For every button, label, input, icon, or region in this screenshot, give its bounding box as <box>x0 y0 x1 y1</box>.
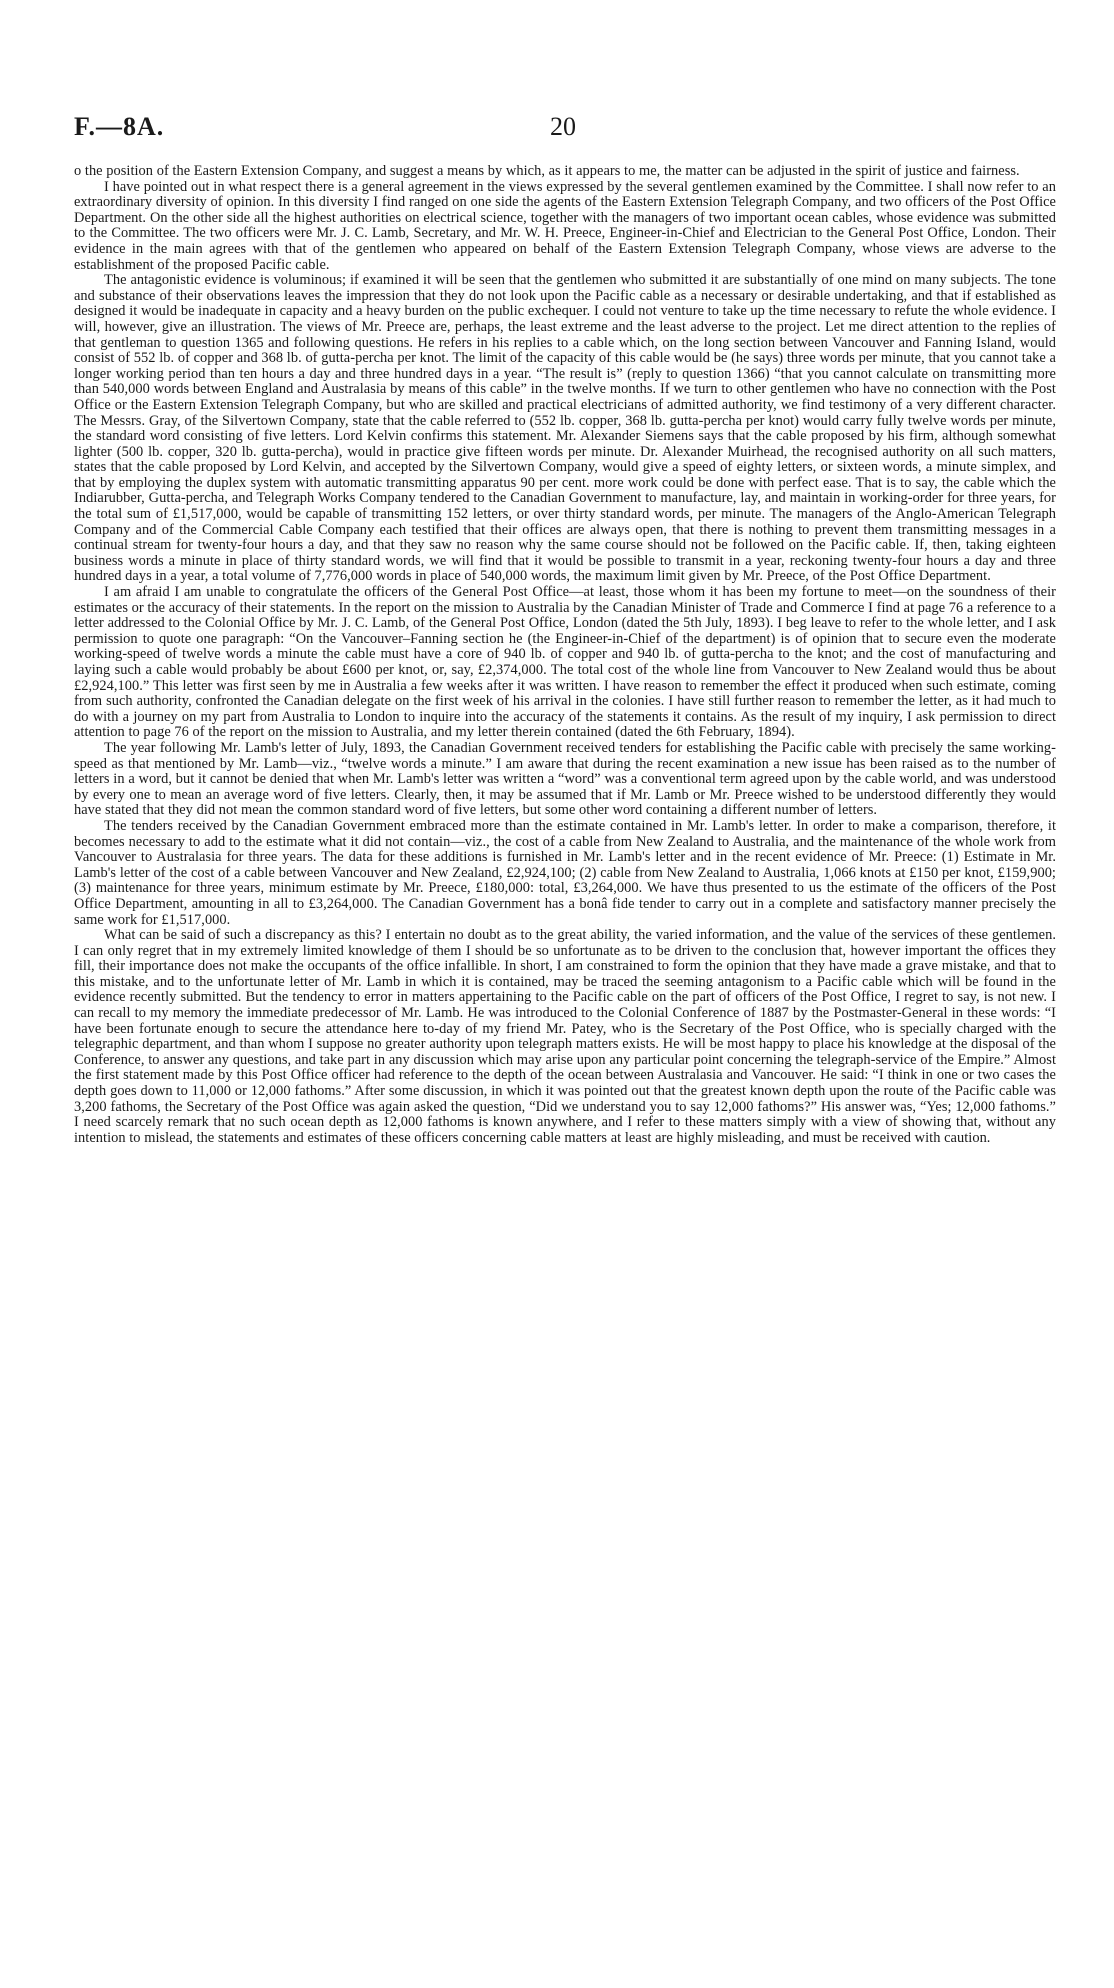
paragraph-antagonistic-evidence: The antagonistic evidence is voluminous; if examined it will be seen that the gentlemen who submitted it are substantially of one mind on many subjects. The tone and substance of their observations leaves the impression that they do not look upon the Pacific cable as a necessary or desirable undertaking, and that if established as designed it would be inadequate in capacity and a heavy burden on the public exchequer. I could not venture to take up the time necessary to refute the whole evidence. I will, however, give an illustration. The views of Mr. Preece are, perhaps, the least extreme and the least adverse to the project. Let me direct attention to the replies of that gentleman to question 1365 and following questions. He refers in his replies to a cable which, on the long section between Vancouver and Fanning Island, would consist of 552 lb. of copper and 368 lb. of gutta-percha per knot. The limit of the capacity of this cable would be (he says) three words per minute, that you cannot take a longer working period than ten hours a day and three hundred days in a year. “The result is” (reply to question 1366) “that you cannot calculate on transmitting more than 540,000 words between England and Australasia by means of this cable” in the twelve months. If we turn to other gentlemen who have no connection with the Post Office or the Eastern Extension Telegraph Company, but who are skilled and practical electricians of admitted authority, we find testimony of a very different character. The Messrs. Gray, of the Silvertown Company, state that the cable referred to (552 lb. copper, 368 lb. gutta-percha per knot) would carry fully twelve words per minute, the standard word consisting of five letters. Lord Kelvin confirms this statement. Mr. Alexander Siemens says that the cable proposed by his firm, although somewhat lighter (500 lb. copper, 320 lb. gutta-percha), would in practice give fifteen words per minute. Dr. Alexander Muirhead, the recognised authority on all such matters, states that the cable proposed by Lord Kelvin, and accepted by the Silvertown Company, would give a speed of eighty letters, or sixteen words, a minute simplex, and that by employing the duplex system with automatic transmitting apparatus 90 per cent. more work could be done with perfect ease. That is to say, the cable which the Indiarubber, Gutta-percha, and Telegraph Works Company tendered to the Canadian Government to manufacture, lay, and maintain in working-order for three years, for the total sum of £1,517,000, would be capable of transmitting 152 letters, or over thirty standard words, per minute. The managers of the Anglo-American Telegraph Company and of the Commercial Cable Company each testified that their offices are always open, that there is nothing to prevent them transmitting messages in a continual stream for twenty-four hours a day, and that they saw no reason why the same course should not be followed on the Pacific cable. If, then, taking eighteen business words a minute in place of thirty standard words, we will find that it would be possible to transmit in a year, reckoning twenty-four hours a day and three hundred days in a year, a total volume of 7,776,000 words in place of 540,000 words, the maximum limit given by Mr. Preece, of the Post Office Department. <box>74 272 1056 585</box>
paragraph-continuation: o the position of the Eastern Extension Company, and suggest a means by which, as it appears to me, the matter can be adjusted in the spirit of justice and fairness. <box>74 163 1020 179</box>
paragraph-discrepancy: What can be said of such a discrepancy as this? I entertain no doubt as to the great ability, the varied information, and the value of the services of these gentlemen. I can only regret that in my extremely limited knowledge of them I should be so unfortunate as to be driven to the conclusion that, however important the offices they fill, their importance does not make the occupants of the office infallible. In short, I am constrained to form the opinion that they have made a grave mistake, and that to this mistake, and to the unfortunate letter of Mr. Lamb in which it is contained, may be traced the seeming antagonism to a Pacific cable which will be found in the evidence recently submitted. But the tendency to error in matters appertaining to the Pacific cable on the part of officers of the Post Office, I regret to say, is not new. I can recall to my memory the immediate predecessor of Mr. Lamb. He was introduced to the Colonial Conference of 1887 by the Postmaster-General in these words: “I have been fortunate enough to secure the attendance here to-day of my friend Mr. Patey, who is the Secretary of the Post Office, who is specially charged with the telegraphic department, and than whom I suppose no greater authority upon telegraph matters exists. He will be most happy to place his knowledge at the disposal of the Conference, to answer any questions, and take part in any discussion which may arise upon any particular point concerning the telegraph-service of the Empire.” Almost the first statement made by this Post Office officer had reference to the depth of the ocean between Australasia and Vancouver. He said: “I think in one or two cases the depth goes down to 11,000 or 12,000 fathoms.” After some discussion, in which it was pointed out that the greatest known depth upon the route of the Pacific cable was 3,200 fathoms, the Secretary of the Post Office was again asked the question, “Did we understand you to say 12,000 fathoms?” His answer was, “Yes; 12,000 fathoms.” I need scarcely remark that no such ocean depth as 12,000 fathoms is known anywhere, and I refer to these matters simply with a view of showing that, without any intention to mislead, the statements and estimates of these officers concerning cable matters at least are highly misleading, and must be received with caution. <box>74 927 1056 1146</box>
page-header <box>74 112 1056 152</box>
paragraph-tenders-working-speed: The year following Mr. Lamb's letter of July, 1893, the Canadian Government received tenders for establishing the Pacific cable with precisely the same working-speed as that mentioned by Mr. Lamb—viz., “twelve words a minute.” I am aware that during the recent examination a new issue has been raised as to the number of letters in a word, but it cannot be denied that when Mr. Lamb's letter was written a “word” was a conventional term agreed upon by the cable world, and was understood by every one to mean an average word of five letters. Clearly, then, it may be assumed that if Mr. Lamb or Mr. Preece wished to be understood differently they would have stated that they did not mean the common standard word of five letters, but some other word containing a different number of letters. <box>74 739 1056 819</box>
paragraph-tender-comparison: The tenders received by the Canadian Government embraced more than the estimate contained in Mr. Lamb's letter. In order to make a comparison, therefore, it becomes necessary to add to the estimate what it did not contain—viz., the cost of a cable from New Zealand to Australia, and the maintenance of the whole work from Vancouver to Australasia for three years. The data for these additions is furnished in Mr. Lamb's letter and in the recent evidence of Mr. Preece: (1) Estimate in Mr. Lamb's letter of the cost of a cable between Vancouver and New Zealand, £2,924,100; (2) cable from New Zealand to Australia, 1,066 knots at £150 per knot, £159,900; (3) maintenance for three years, minimum estimate by Mr. Preece, £180,000: total, £3,264,000. We have thus presented to us the estimate of the officers of the Post Office Department, amounting in all to £3,264,000. The Canadian Government has a bonâ fide tender to carry out in a complete and satisfactory manner precisely the same work for £1,517,000. <box>74 817 1056 928</box>
paragraph-agreement-diversity: I have pointed out in what respect there is a general agreement in the views expressed by the several gentlemen examined by the Committee. I shall now refer to an extraordinary diversity of opinion. In this diversity I find ranged on one side the agents of the Eastern Extension Telegraph Company, and two officers of the Post Office Department. On the other side all the highest authorities on electrical science, together with the managers of two important ocean cables, whose evidence was submitted to the Committee. The two officers were Mr. J. C. Lamb, Secretary, and Mr. W. H. Preece, Engineer-in-Chief and Electrician to the General Post Office, London. Their evidence in the main agrees with that of the gentlemen who appeared on behalf of the Eastern Extension Telegraph Company, whose views are adverse to the establishment of the proposed Pacific cable. <box>74 178 1056 273</box>
document-page <box>74 112 1056 1146</box>
document-id: F.—8A. <box>74 112 165 141</box>
paragraph-lamb-letter: I am afraid I am unable to congratulate the officers of the General Post Office—at least, those whom it has been my fortune to meet—on the soundness of their estimates or the accuracy of their statements. In the report on the mission to Australia by the Canadian Minister of Trade and Commerce I find at page 76 a reference to a letter addressed to the Colonial Office by Mr. J. C. Lamb, of the General Post Office, London (dated the 5th July, 1893). I beg leave to refer to the whole letter, and I ask permission to quote one paragraph: “On the Vancouver–Fanning section he (the Engineer-in-Chief of the department) is of opinion that to secure even the moderate working-speed of twelve words a minute the cable must have a core of 940 lb. of copper and 940 lb. of gutta-percha to the knot; and the cost of manufacturing and laying such a cable would probably be about £600 per knot, or, say, £2,374,000. The total cost of the whole line from Vancouver to New Zealand would thus be about £2,924,100.” This letter was first seen by me in Australia a few weeks after it was written. I have reason to remember the effect it produced when such estimate, coming from such authority, confronted the Canadian delegate on the first week of his arrival in the colonies. I have still further reason to remember the letter, as it had much to do with a journey on my part from Australia to London to inquire into the accuracy of the statements it contains. As the result of my inquiry, I ask permission to direct attention to page 76 of the report on the mission to Australia, and my letter therein contained (dated the 6th February, 1894). <box>74 584 1056 741</box>
page-number: 20 <box>550 112 576 141</box>
body-text <box>74 164 1056 1146</box>
